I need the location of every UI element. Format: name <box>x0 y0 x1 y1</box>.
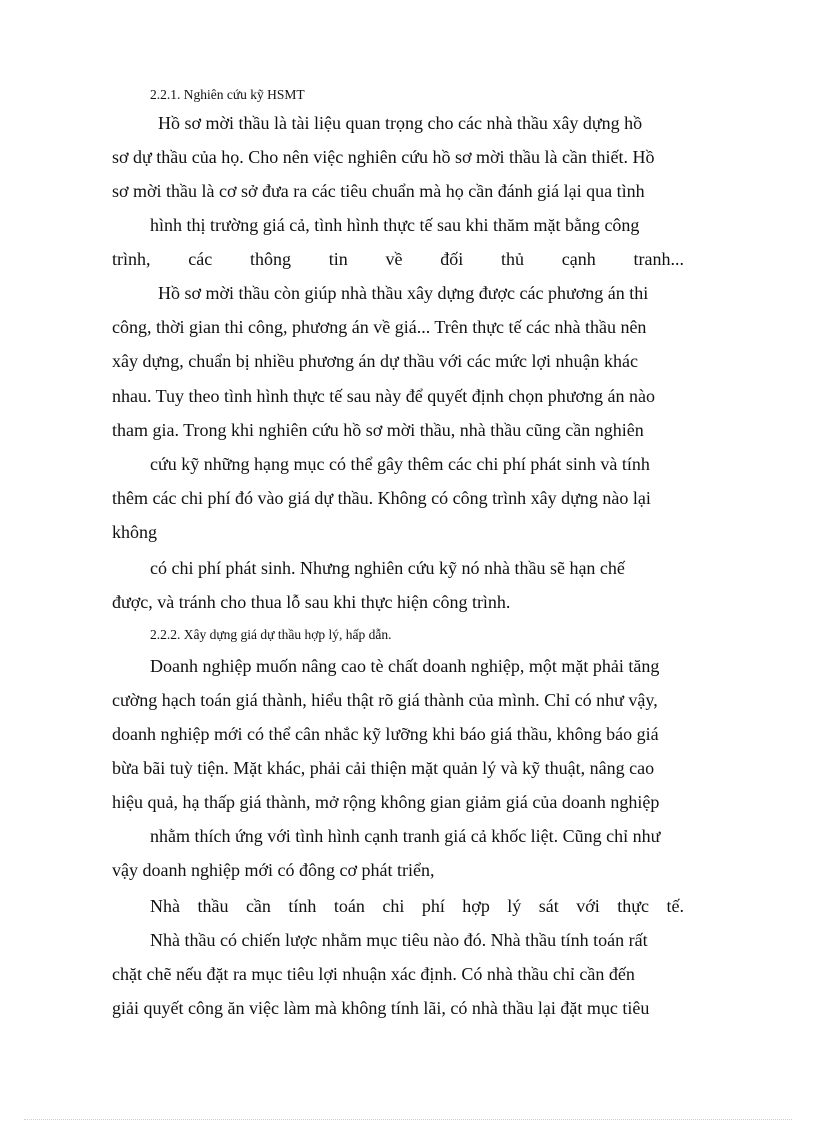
paragraph-line: giải quyết công ăn việc làm mà không tính lãi, có nhà thầu lại đặt mục tiêu <box>112 998 650 1018</box>
justified-paragraph-line <box>150 895 684 917</box>
word: tranh... <box>633 249 684 269</box>
word: thực <box>617 896 649 916</box>
word: toán <box>333 896 365 916</box>
word: về <box>385 249 403 269</box>
paragraph-line: Hồ sơ mời thầu là tài liệu quan trọng cho các nhà thầu xây dựng hồ <box>158 113 643 133</box>
word: Nhà <box>150 896 180 916</box>
paragraph-line: Doanh nghiệp muốn nâng cao tè chất doanh nghiệp, một mặt phải tăng <box>150 656 660 676</box>
word: đối <box>440 249 464 269</box>
paragraph-line: cứu kỹ những hạng mục có thể gây thêm các chi phí phát sinh và tính <box>150 454 650 474</box>
paragraph-line: bừa bãi tuỳ tiện. Mặt khác, phải cải thiện mặt quản lý và kỹ thuật, nâng cao <box>112 758 655 778</box>
paragraph-line: Hồ sơ mời thầu còn giúp nhà thầu xây dựng được các phương án thi <box>158 283 649 303</box>
word: với <box>576 896 600 916</box>
paragraph-line: thêm các chi phí đó vào giá dự thầu. Không có công trình xây dựng nào lại <box>112 488 651 508</box>
paragraph-line: có chi phí phát sinh. Nhưng nghiên cứu kỹ nó nhà thầu sẽ hạn chế <box>150 558 625 578</box>
paragraph-line: cường hạch toán giá thành, hiểu thật rõ giá thành của mình. Chỉ có như vậy, <box>112 690 658 710</box>
word: phí <box>421 896 445 916</box>
section-heading-2-2-1: 2.2.1. Nghiên cứu kỹ HSMT <box>150 87 305 102</box>
page-bottom-divider <box>24 1119 792 1120</box>
word: tính <box>288 896 317 916</box>
paragraph-line: vậy doanh nghiệp mới có đông cơ phát triển, <box>112 860 435 880</box>
paragraph-line: Nhà thầu có chiến lược nhằm mục tiêu nào đó. Nhà thầu tính toán rất <box>150 930 648 950</box>
word: các <box>188 249 213 269</box>
word: hợp <box>462 896 490 916</box>
word: lý <box>507 896 522 916</box>
word: chi <box>382 896 405 916</box>
word: tế. <box>666 896 684 916</box>
paragraph-line: hiệu quả, hạ thấp giá thành, mở rộng không gian giảm giá của doanh nghiệp <box>112 792 660 812</box>
paragraph-line: nhằm thích ứng với tình hình cạnh tranh giá cả khốc liệt. Cũng chỉ như <box>150 826 661 846</box>
paragraph-line: tham gia. Trong khi nghiên cứu hồ sơ mời thầu, nhà thầu cũng cần nghiên <box>112 420 644 440</box>
word: thông <box>249 249 291 269</box>
word: tin <box>328 249 348 269</box>
section-heading-2-2-2: 2.2.2. Xây dựng giá dự thầu hợp lý, hấp dẫn. <box>150 627 392 642</box>
word: thầu <box>197 896 229 916</box>
paragraph-line: sơ mời thầu là cơ sở đưa ra các tiêu chuẩn mà họ cần đánh giá lại qua tình <box>112 181 645 201</box>
justified-paragraph-line <box>112 248 684 270</box>
word: trình, <box>112 249 151 269</box>
paragraph-line: công, thời gian thi công, phương án về giá... Trên thực tế các nhà thầu nên <box>112 317 647 337</box>
paragraph-line: sơ dự thầu của họ. Cho nên việc nghiên cứu hồ sơ mời thầu là cần thiết. Hồ <box>112 147 655 167</box>
word: cần <box>245 896 271 916</box>
paragraph-line: không <box>112 522 157 542</box>
paragraph-line: doanh nghiệp mới có thể cân nhắc kỹ lưỡng khi báo giá thầu, không báo giá <box>112 724 659 744</box>
word: sát <box>538 896 559 916</box>
word: cạnh <box>561 249 596 269</box>
paragraph-line: chặt chẽ nếu đặt ra mục tiêu lợi nhuận xác định. Có nhà thầu chỉ cần đến <box>112 964 635 984</box>
word: thủ <box>501 249 525 269</box>
paragraph-line: hình thị trường giá cả, tình hình thực tế sau khi thăm mặt bằng công <box>150 215 640 235</box>
paragraph-line: xây dựng, chuẩn bị nhiều phương án dự thầu với các mức lợi nhuận khác <box>112 351 638 371</box>
paragraph-line: được, và tránh cho thua lỗ sau khi thực hiện công trình. <box>112 592 511 612</box>
paragraph-line: nhau. Tuy theo tình hình thực tế sau này để quyết định chọn phương án nào <box>112 386 655 406</box>
